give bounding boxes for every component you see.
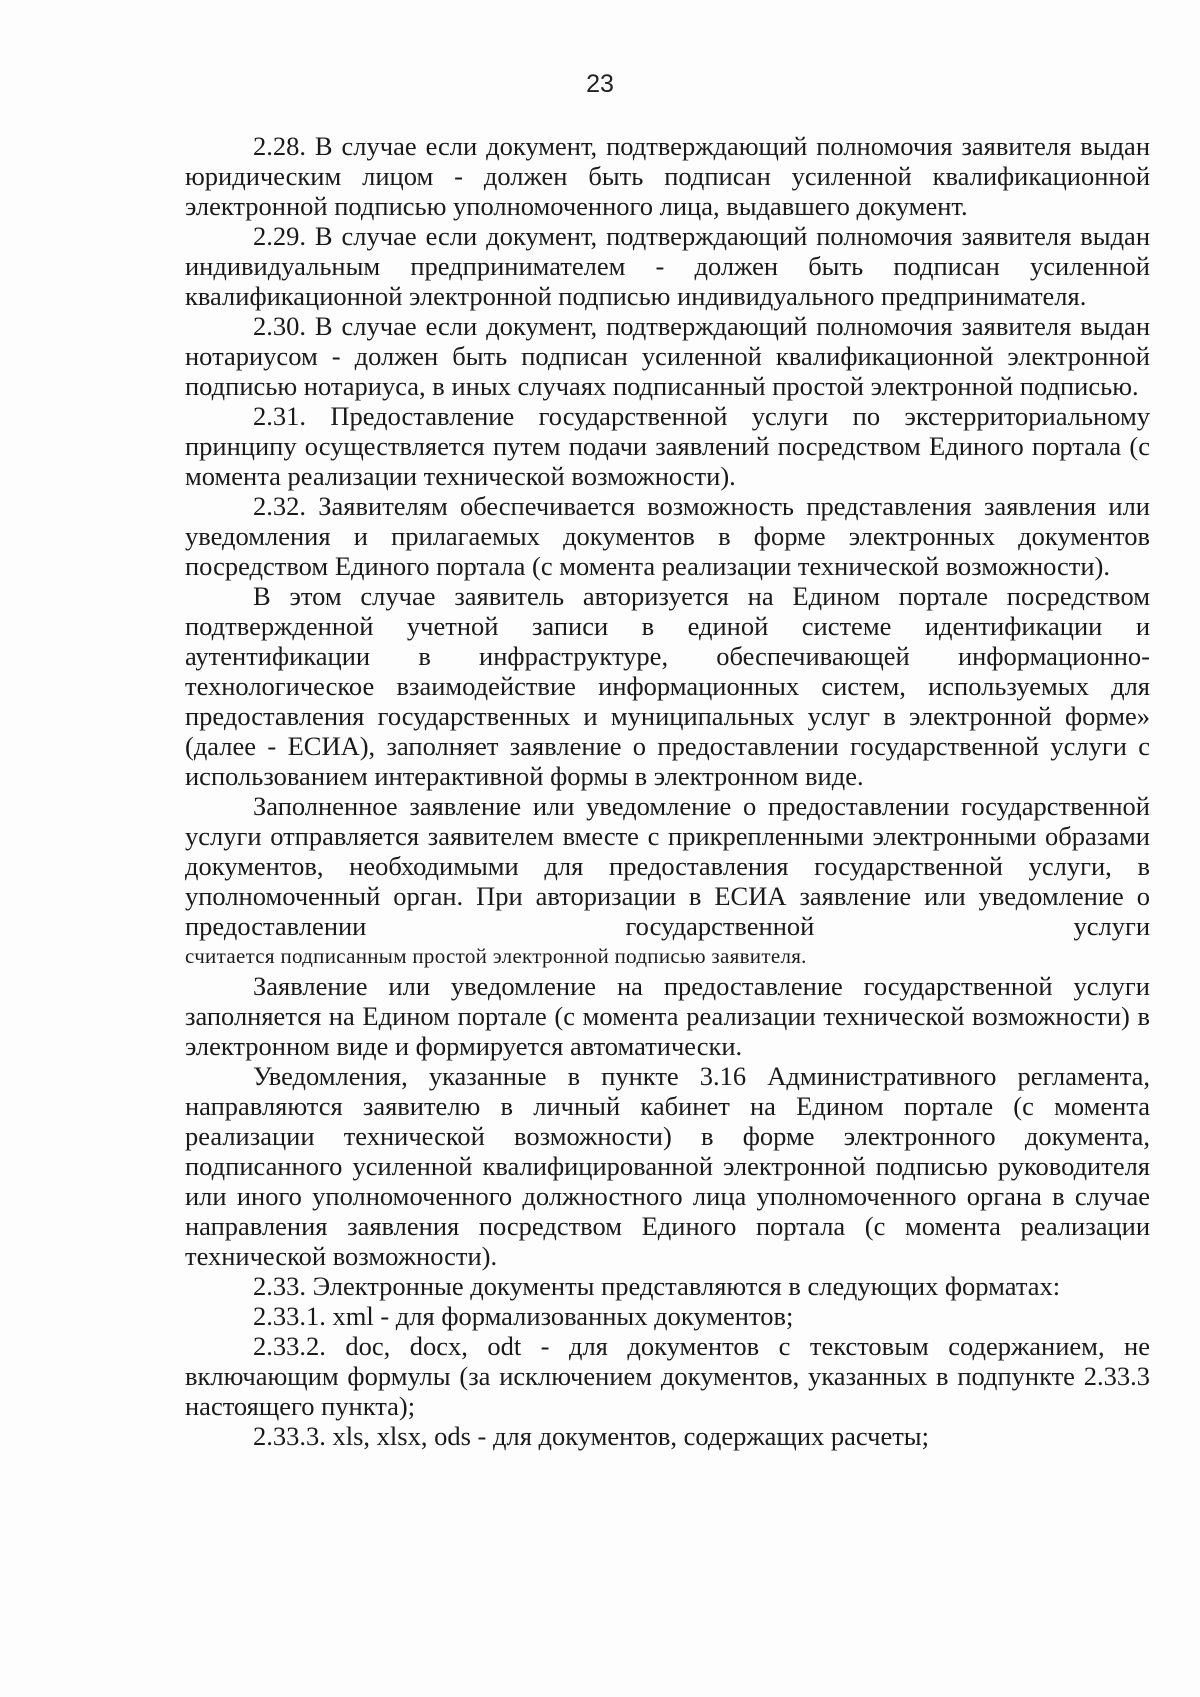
paragraph-notifications: Уведомления, указанные в пункте 3.16 Административного регламента, направляются заявителю в личный кабинет на Едином портале (с момента реализации технической возможности) в форме электронного документа, подписанного усиленной квалифицированной электронной подписью руководителя или иного уполномоченного должностного лица уполномоченного органа в случае направления заявления посредством Единого портала (с момента реализации технической возможности). (185, 1061, 1150, 1271)
paragraph-2-32: 2.32. Заявителям обеспечивается возможность представления заявления или уведомления и прилагаемых документов в форме электронных документов посредством Единого портала (с момента реализации технической возможности). (185, 491, 1150, 581)
paragraph-completed-application: Заполненное заявление или уведомление о предоставлении государственной услуги отправляется заявителем вместе с прикрепленными электронными образами документов, необходимыми для предоставления государственной услуги, в уполномоченный орган. При авторизации в ЕСИА заявление или уведомление о предоставлении государственной услуги (185, 791, 1150, 941)
paragraph-2-31: 2.31. Предоставление государственной услуги по экстерриториальному принципу осуществляется путем подачи заявлений посредством Единого портала (с момента реализации технической возможности). (185, 401, 1150, 491)
paragraph-2-33-1: 2.33.1. xml - для формализованных документов; (253, 1301, 794, 1331)
paragraph-2-29: 2.29. В случае если документ, подтверждающий полномочия заявителя выдан индивидуальным предпринимателем - должен быть подписан усиленной квалификационной электронной подписью индивидуального предпринимателя. (185, 221, 1150, 311)
paragraph-2-33: 2.33. Электронные документы представляются в следующих форматах: (253, 1271, 1061, 1301)
paragraph-esia-authorization: В этом случае заявитель авторизуется на Едином портале посредством подтвержденной учетной записи в единой системе идентификации и аутентификации в инфраструктуре, обеспечивающей информационно-технологическое взаимодействие информационных систем, используемых для предоставления государственных и муниципальных услуг в электронной форме» (далее - ЕСИА), заполняет заявление о предоставлении государственной услуги с использованием интерактивной формы в электронном виде. (185, 581, 1150, 791)
paragraph-simple-signature-note: считается подписанным простой электронной подписью заявителя. (185, 944, 807, 968)
paragraph-application-filling: Заявление или уведомление на предоставление государственной услуги заполняется на Едином портале (с момента реализации технической возможности) в электронном виде и формируется автоматически. (185, 971, 1150, 1061)
document-body (185, 131, 1150, 1451)
paragraph-2-30: 2.30. В случае если документ, подтверждающий полномочия заявителя выдан нотариусом - должен быть подписан усиленной квалификационной электронной подписью нотариуса, в иных случаях подписанный простой электронной подписью. (185, 311, 1150, 401)
paragraph-2-33-3: 2.33.3. xls, xlsx, ods - для документов, содержащих расчеты; (253, 1421, 929, 1451)
paragraph-2-28: 2.28. В случае если документ, подтверждающий полномочия заявителя выдан юридическим лицом - должен быть подписан усиленной квалификационной электронной подписью уполномоченного лица, выдавшего документ. (185, 131, 1150, 221)
paragraph-2-33-2: 2.33.2. doc, docx, odt - для документов с текстовым содержанием, не включающим формулы (за исключением документов, указанных в подпункте 2.33.3 настоящего пункта); (185, 1331, 1150, 1421)
page-number: 23 (586, 70, 614, 98)
